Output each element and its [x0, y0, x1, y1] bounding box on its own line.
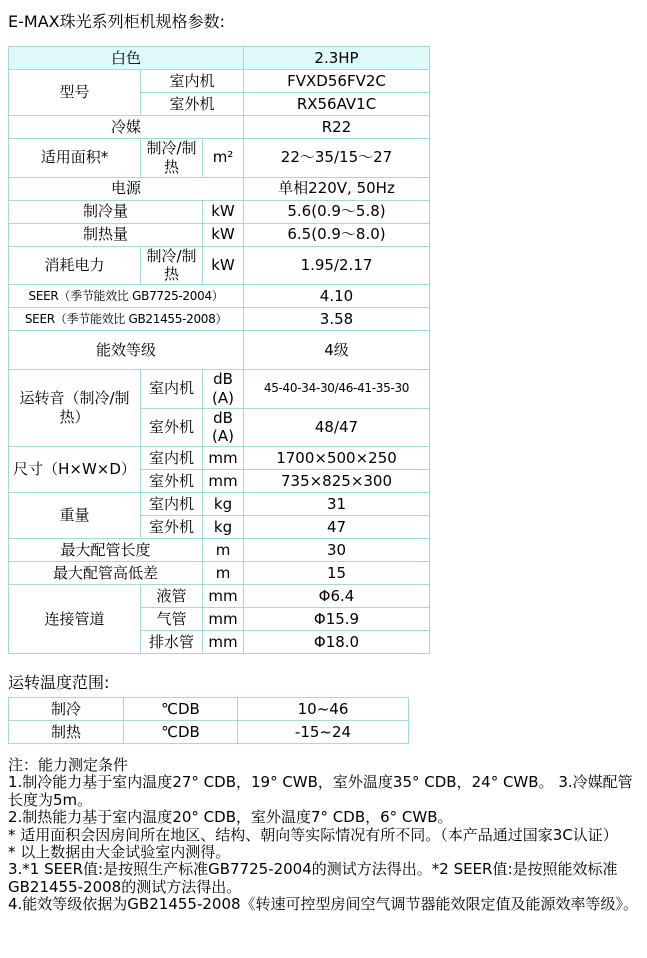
- table-cell: 22～35/15～27: [244, 139, 430, 178]
- table-cell: 48/47: [244, 408, 430, 447]
- table-cell: 6.5(0.9～8.0): [244, 223, 430, 246]
- table-cell: mm: [203, 470, 244, 493]
- table-row: [9, 177, 430, 200]
- table-cell: 最大配管高低差: [9, 562, 203, 585]
- table-cell: 735×825×300: [244, 470, 430, 493]
- table-row: [9, 698, 409, 721]
- table-row: [9, 721, 409, 744]
- note-line: 注：能力测定条件: [8, 756, 129, 774]
- table-cell: 2.3HP: [244, 47, 430, 70]
- table-cell: FVXD56FV2C: [244, 70, 430, 93]
- table-cell: 制冷/制热: [141, 139, 203, 178]
- table-cell: kg: [203, 516, 244, 539]
- notes-block: [8, 757, 647, 914]
- table-cell: 最大配管长度: [9, 539, 203, 562]
- table-cell: 白色: [9, 47, 244, 70]
- note-line: 1.制冷能力基于室内温度27° CDB，19° CWB，室外温度35° CDB，24° CWB。 3.冷媒配管长度为5m。: [8, 773, 633, 809]
- table-cell: 能效等级: [9, 331, 244, 370]
- table-cell: mm: [203, 608, 244, 631]
- table-row: [9, 116, 430, 139]
- table-cell: m: [203, 562, 244, 585]
- table-cell: 单相220V, 50Hz: [244, 177, 430, 200]
- note-line: 2.制热能力基于室内温度20° CDB，室外温度7° CDB，6° CWB。: [8, 808, 453, 827]
- table-cell: 适用面积*: [9, 139, 141, 178]
- note-line: * 适用面积会因房间所在地区、结构、朝向等实际情况有所不同。（本产品通过国家3C认证）: [8, 825, 618, 844]
- table-row: [9, 70, 430, 93]
- table-cell: mm: [203, 447, 244, 470]
- table-cell: 尺寸（H×W×D）: [9, 447, 141, 493]
- table-cell: SEER（季节能效比 GB7725-2004）: [9, 285, 244, 308]
- table-row: [9, 223, 430, 246]
- page-title: E-MAX珠光系列柜机规格参数:: [8, 12, 225, 31]
- table-cell: 45-40-34-30/46-41-35-30: [244, 370, 430, 409]
- table-cell: SEER（季节能效比 GB21455-2008）: [9, 308, 244, 331]
- table-row: [9, 285, 430, 308]
- table-cell: mm: [203, 631, 244, 654]
- table-cell: ℃DB: [124, 698, 238, 721]
- table-cell: 室外机: [141, 470, 203, 493]
- table-cell: dB(A): [203, 408, 244, 447]
- table-cell: 室内机: [141, 70, 244, 93]
- table-cell: 10~46: [238, 698, 409, 721]
- table-row: [9, 585, 430, 608]
- table-cell: 室内机: [141, 493, 203, 516]
- table-cell: 47: [244, 516, 430, 539]
- table-cell: 消耗电力: [9, 246, 141, 285]
- table-cell: 30: [244, 539, 430, 562]
- table-cell: 制热: [9, 721, 124, 744]
- table-cell: Φ15.9: [244, 608, 430, 631]
- table-cell: ℃DB: [124, 721, 238, 744]
- table-cell: 液管: [141, 585, 203, 608]
- table-cell: m²: [203, 139, 244, 178]
- note-line: * 以上数据由大金试验室内测得。: [8, 842, 231, 861]
- table-cell: 排水管: [141, 631, 203, 654]
- table-row: [9, 370, 430, 409]
- table-cell: 15: [244, 562, 430, 585]
- table-cell: 室内机: [141, 370, 203, 409]
- table-cell: 3.58: [244, 308, 430, 331]
- table-cell: R22: [244, 116, 430, 139]
- table-cell: 室外机: [141, 408, 203, 447]
- note-line: 4.能效等级依据为GB21455-2008《转速可控型房间空气调节器能效限定值及能源效率等级》。: [8, 895, 639, 914]
- table-cell: 重量: [9, 493, 141, 539]
- temp-range-table: [8, 697, 409, 744]
- table-cell: 室内机: [141, 447, 203, 470]
- table-row: [9, 447, 430, 470]
- table-cell: 制冷: [9, 698, 124, 721]
- table-cell: kg: [203, 493, 244, 516]
- table-row: [9, 493, 430, 516]
- table-cell: 室外机: [141, 516, 203, 539]
- table-cell: 冷媒: [9, 116, 244, 139]
- table-cell: mm: [203, 585, 244, 608]
- table-cell: 制冷量: [9, 200, 203, 223]
- table-cell: 制冷/制热: [141, 246, 203, 285]
- table-cell: Φ18.0: [244, 631, 430, 654]
- table-row: [9, 539, 430, 562]
- table-cell: 制热量: [9, 223, 203, 246]
- table-cell: RX56AV1C: [244, 93, 430, 116]
- table-cell: 5.6(0.9～5.8): [244, 200, 430, 223]
- table-cell: dB(A): [203, 370, 244, 409]
- table-cell: 1700×500×250: [244, 447, 430, 470]
- table-cell: 31: [244, 493, 430, 516]
- note-line: 3.*1 SEER值:是按照生产标准GB7725-2004的测试方法得出。*2 SEER值:是按照能效标准GB21455-2008的测试方法得出。: [8, 860, 618, 896]
- table-cell: 电源: [9, 177, 244, 200]
- table-row: [9, 562, 430, 585]
- table-row: [9, 246, 430, 285]
- table-cell: 室外机: [141, 93, 244, 116]
- table-cell: 运转音（制冷/制热）: [9, 370, 141, 447]
- table-row: [9, 331, 430, 370]
- section-title-temp-range: 运转温度范围:: [8, 673, 110, 692]
- table-cell: kW: [203, 246, 244, 285]
- table-cell: 1.95/2.17: [244, 246, 430, 285]
- table-cell: 4.10: [244, 285, 430, 308]
- table-cell: kW: [203, 223, 244, 246]
- table-cell: 连接管道: [9, 585, 141, 654]
- table-row: [9, 308, 430, 331]
- table-cell: 型号: [9, 70, 141, 116]
- table-cell: m: [203, 539, 244, 562]
- spec-table: [8, 46, 430, 654]
- table-cell: 4级: [244, 331, 430, 370]
- table-row: [9, 47, 430, 70]
- table-cell: Φ6.4: [244, 585, 430, 608]
- table-cell: kW: [203, 200, 244, 223]
- table-row: [9, 139, 430, 178]
- table-cell: -15~24: [238, 721, 409, 744]
- table-row: [9, 200, 430, 223]
- table-cell: 气管: [141, 608, 203, 631]
